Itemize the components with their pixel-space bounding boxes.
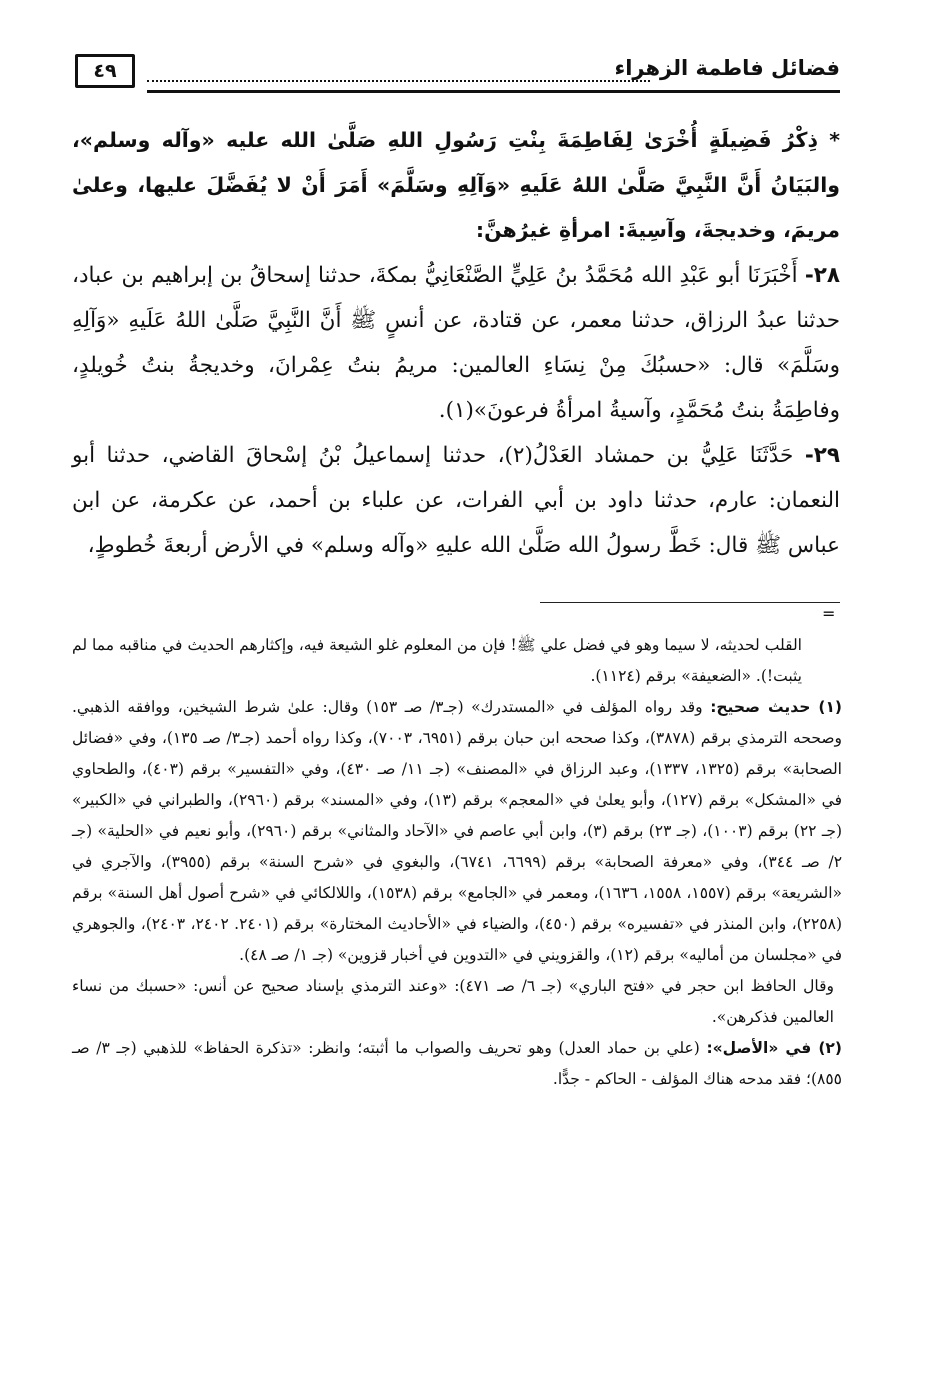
footnote-label: (٢) في «الأصل»: [706,1039,842,1057]
hadith-28 [72,253,840,433]
header-dotted-rule [147,80,650,82]
footnote-continuation: القلب لحديثه، لا سيما وهو في فضل علي ﷺ! فإن من المعلوم غلو الشيعة فيه، وإكثارهم الحديث في مناقبه مما لم يثبت!). «الضعيفة» برقم (١١٢٤). [72,636,802,685]
hadith-text: أَخْبَرَنَا أبو عَبْدِ الله مُحَمَّدُ بنُ عَلِيٍّ الصَّنْعَانِيُّ بمكةَ، حدثنا إسحاقُ بن إبراهيم بن عباد، حدثنا عبدُ الرزاق، حدثنا معمر، عن قتادة، عن أنسٍ ﷺ أَنَّ النَّبِيَّ صَلَّىٰ اللهُ عَلَيهِ «وَآلِهِ وسَلَّمَ» قال: «حسبُكَ مِنْ نِسَاءِ العالمين: مريمُ بنتُ عِمْرانَ، وخديجةُ بنتُ خُويلدٍ، وفاطِمَةُ بنتُ مُحَمَّدٍ، وآسيةُ امرأةُ فرعونَ»(١). [72,263,840,423]
hadith-number: ٢٩- [804,443,840,468]
hadith-text: حَدَّثَنَا عَلِيُّ بن حمشاد العَدْلُ(٢)، حدثنا إسماعيلُ بْنُ إسْحاقَ القاضي، حدثنا أبو النعمان: عارم، حدثنا داود بن أبي الفرات، عن علباء بن أحمد، عن عكرمة، عن ابن عباس ﷺ قال: خَطَّ رسولُ الله صَلَّىٰ الله عليهِ «وآله وسلم» في الأرض أربعةَ خُطوطٍ، [72,443,840,558]
main-text [72,118,840,568]
footnote-continuation-mark: = [822,604,836,623]
footnotes [72,630,842,1095]
footnote-1-quote: وقال الحافظ ابن حجر في «فتح الباري» (جـ ٦/ صـ ٤٧١): «وعند الترمذي بإسناد صحيح عن أنس: «حسبك من نساء العالمين فذكرهن». [72,977,834,1026]
hadith-29 [72,433,840,568]
footnote-1 [72,692,842,971]
footnote-separator [540,602,840,603]
footnote-label: (١) حديث صحيح: [710,698,843,716]
page-header [75,52,840,94]
footnote-2 [72,1033,842,1095]
running-title: فضائل فاطمة الزهراء [614,56,840,80]
footnote-text: (علي بن حماد العدل) وهو تحريف والصواب ما أثبته؛ وانظر: «تذكرة الحفاظ» للذهبي (جـ ٣/ صـ ٨٥٥)؛ فقد مدحه هناك المؤلف - الحاكم - جدًّا. [72,1039,842,1088]
footnote-text: وقد رواه المؤلف في «المستدرك» (جـ٣/ صـ ١٥٣) وقال: علىٰ شرط الشيخين، ووافقه الذهبي. وصححه الترمذي برقم (٣٨٧٨)، وكذا صححه ابن حبان برقم (٦٩٥١، ٧٠٠٣)، وكذا رواه أحمد (جـ٣/ صـ ١٣٥)، وفي «فضائل الصحابة» برقم (١٣٢٥، ١٣٣٧)، وعبد الرزاق في «المصنف» (جـ ١١/ صـ ٤٣٠)، وفي «التفسير» برقم (٤٠٣)، والطحاوي في «المشكل» برقم (١٢٧)، وأبو يعلىٰ في «المعجم» برقم (١٣)، وفي «المسند» برقم (٢٩٦٠)، والطبراني في «الكبير» (جـ ٢٢) برقم (١٠٠٣)، (جـ ٢٣) برقم (٣)، وابن أبي عاصم في «الآحاد والمثاني» برقم (٢٩٦٠)، وأبو نعيم في «الحلية» (جـ ٢/ صـ ٣٤٤)، وفي «معرفة الصحابة» برقم (٦٦٩٩، ٦٧٤١)، والبغوي في «شرح السنة» برقم (٣٩٥٥)، والآجري في «الشريعة» برقم (١٥٥٧، ١٥٥٨، ١٦٣٦)، ومعمر في «الجامع» برقم (١٥٣٨)، واللالكائي في «شرح أصول أهل السنة» برقم (٢٢٥٨)، وابن المنذر في «تفسيره» برقم (٤٥٠)، والضياء في «الأحاديث المختارة» برقم (٢٤٠١. ٢٤٠٢، ٢٤٠٣)، والجوهري في «مجلسان من أماليه» برقم (١٢)، والقزويني في «التدوين في أخبار قزوين» (جـ ١/ صـ ٤٨). [72,698,843,964]
section-heading: * ذِكْرُ فَضِيلَةٍ أُخْرَىٰ لِفَاطِمَةَ بِنْتِ رَسُولِ اللهِ صَلَّىٰ الله عليه «وآله وسلم»، والبَيَانُ أَنَّ النَّبِيَّ صَلَّىٰ اللهُ عَلَيهِ «وَآلِهِ وسَلَّمَ» أَمَرَ أَنْ لا يُفَضَّلَ عليها، وعلىٰ مريمَ، وخديجةَ، وآسِيةَ: امرأةِ غيرُهنَّ: [72,128,840,242]
hadith-number: ٢٨- [804,263,840,288]
page-number: ٤٩ [75,54,135,88]
header-solid-rule [147,90,840,93]
